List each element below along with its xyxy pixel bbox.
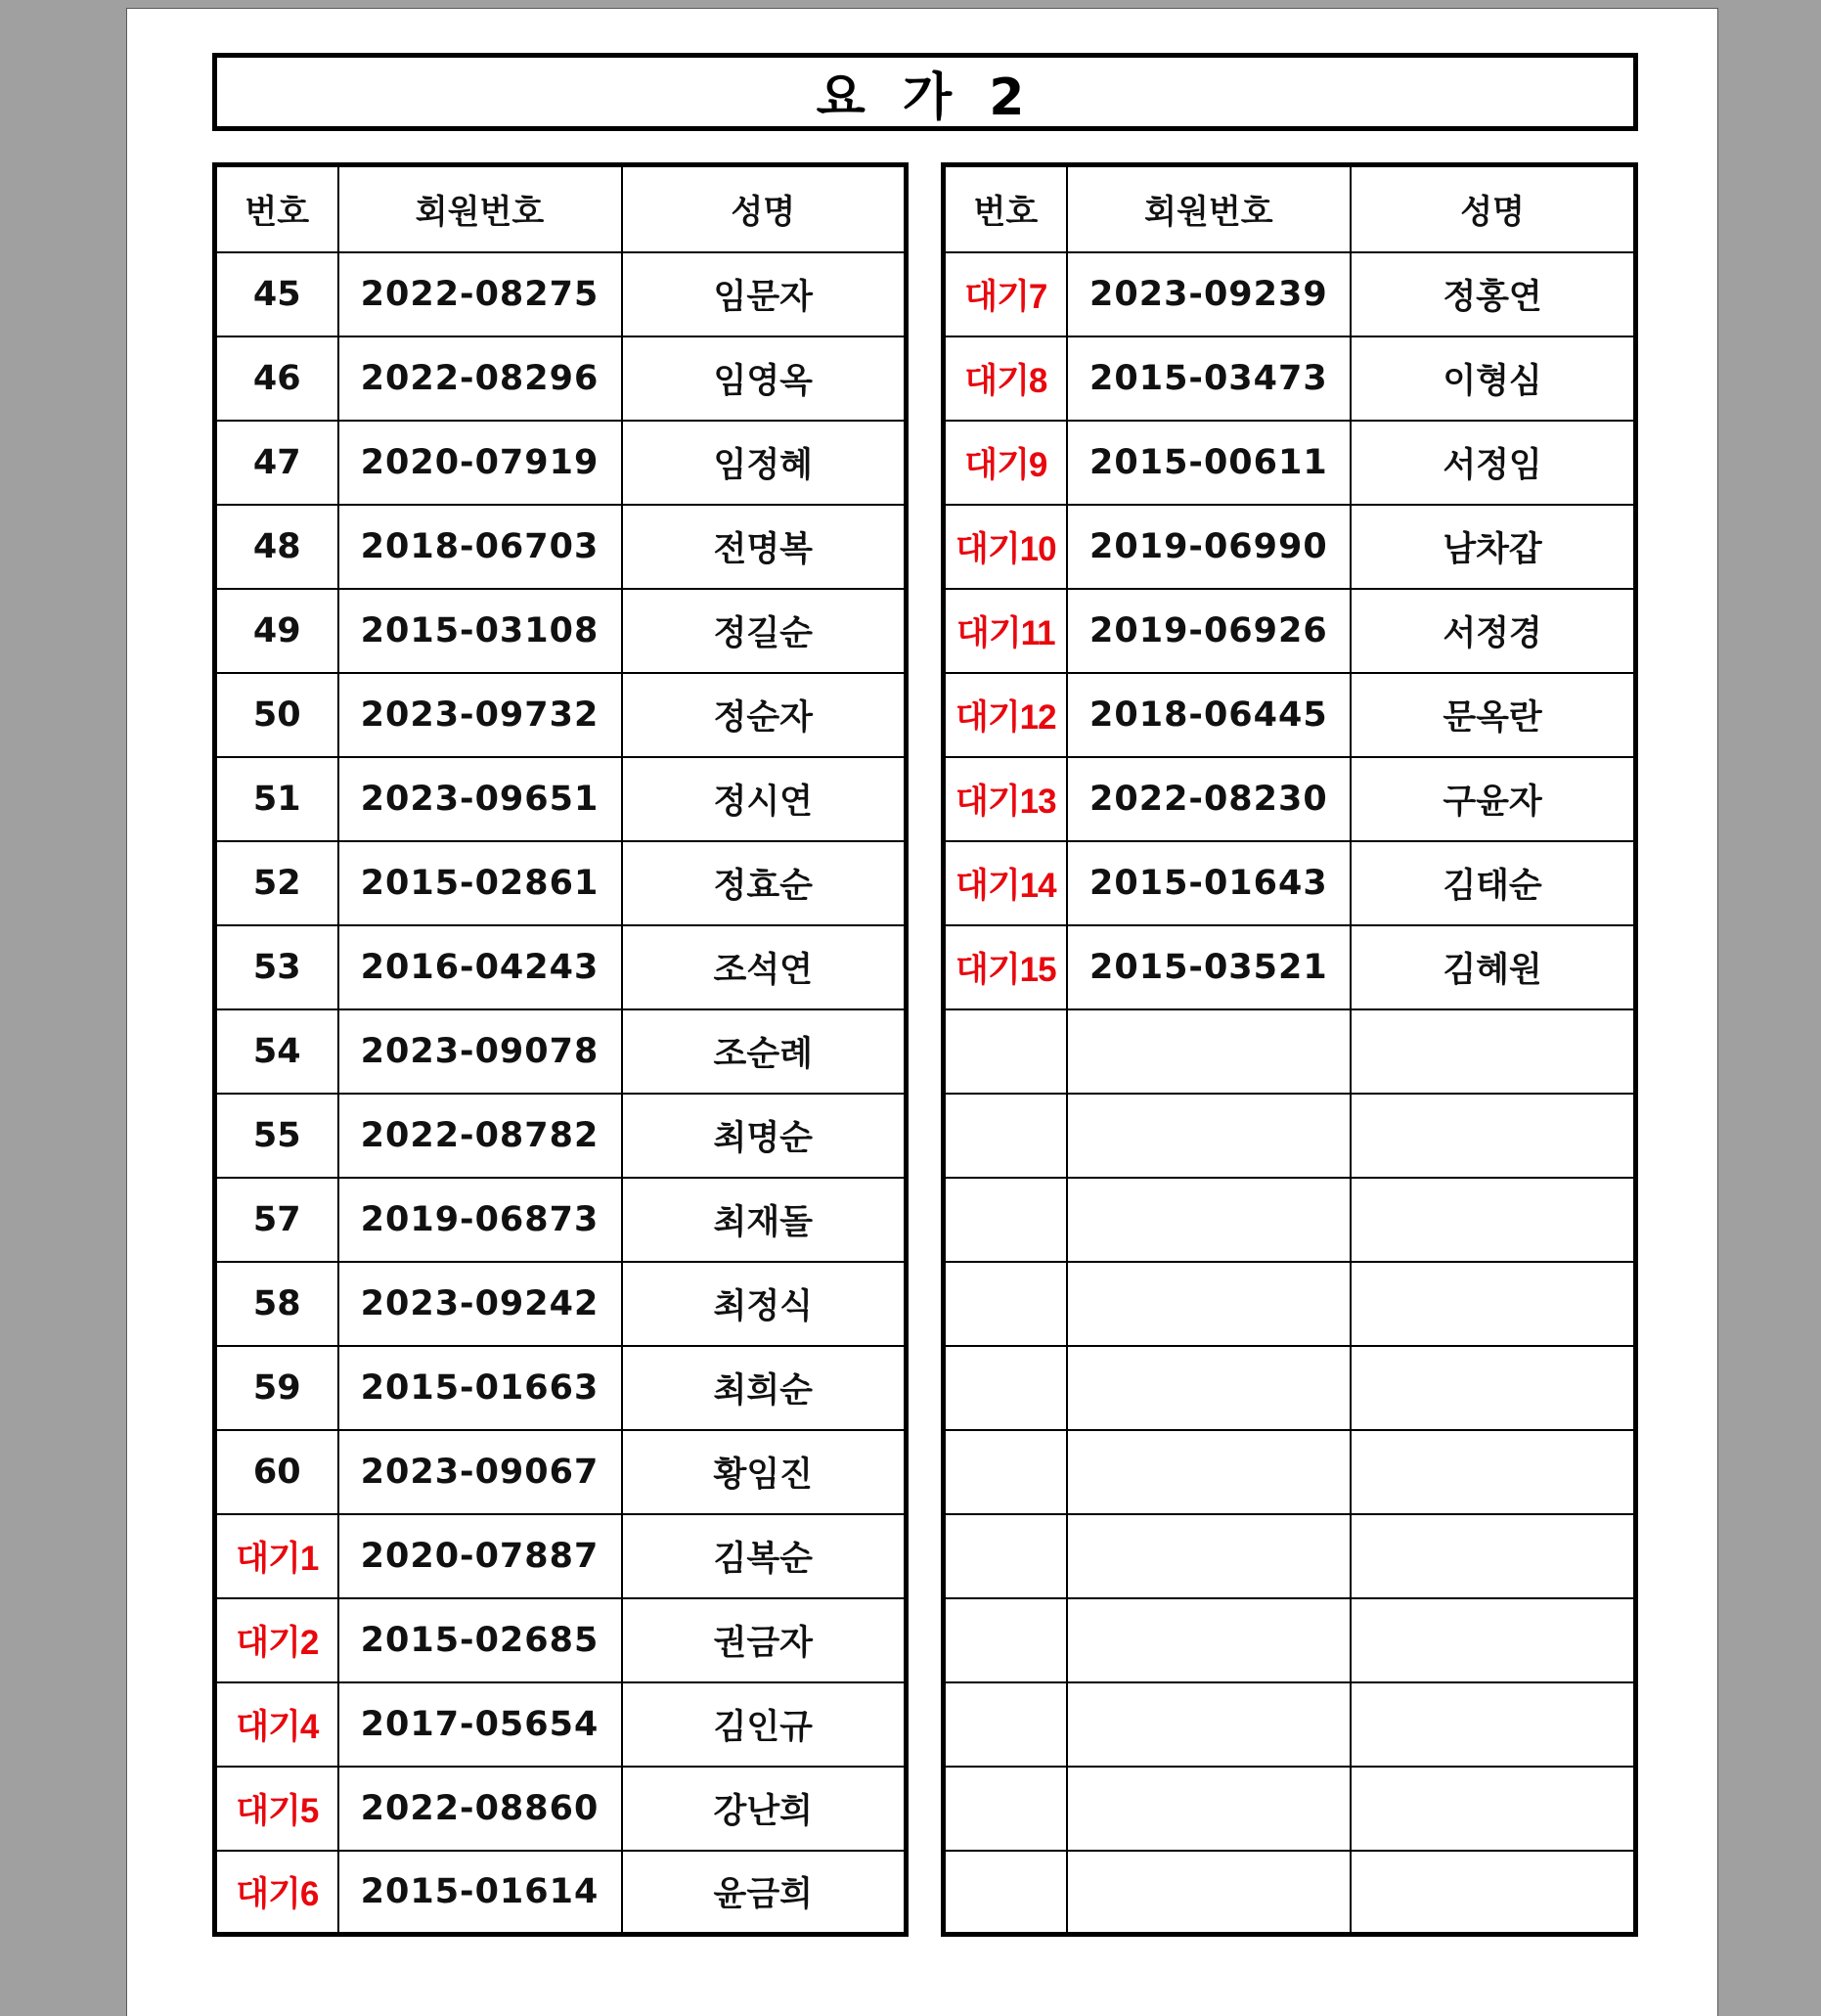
cell-number: 대기4 (215, 1682, 338, 1767)
cell-name: 남차갑 (1351, 505, 1635, 589)
cell-number: 49 (215, 589, 338, 673)
table-row (944, 336, 1636, 421)
table-row (944, 841, 1636, 925)
cell-name: 문옥란 (1351, 673, 1635, 757)
table-row (215, 925, 907, 1009)
roster-table-right (941, 162, 1638, 1937)
document-page (126, 8, 1718, 2016)
cell-number (944, 1094, 1067, 1178)
cell-number (944, 1178, 1067, 1262)
table-row (944, 505, 1636, 589)
page-title: 요 가 2 (816, 67, 1035, 127)
cell-member-id (1067, 1430, 1351, 1514)
cell-number: 대기14 (944, 841, 1067, 925)
cell-member-id: 2015-01614 (338, 1851, 622, 1935)
table-row (215, 1262, 907, 1346)
roster-body-left (215, 252, 907, 1935)
cell-number (944, 1009, 1067, 1094)
table-row (944, 1262, 1636, 1346)
cell-name: 김인규 (622, 1682, 907, 1767)
cell-number: 대기5 (215, 1767, 338, 1851)
table-row (944, 252, 1636, 336)
cell-member-id: 2022-08296 (338, 336, 622, 421)
cell-member-id: 2019-06926 (1067, 589, 1351, 673)
cell-member-id (1067, 1682, 1351, 1767)
cell-number: 52 (215, 841, 338, 925)
cell-name: 최재돌 (622, 1178, 907, 1262)
cell-member-id (1067, 1598, 1351, 1682)
cell-member-id: 2015-03108 (338, 589, 622, 673)
cell-member-id: 2023-09078 (338, 1009, 622, 1094)
cell-member-id: 2023-09651 (338, 757, 622, 841)
table-row (215, 1851, 907, 1935)
roster-table-left (212, 162, 909, 1937)
cell-number: 48 (215, 505, 338, 589)
table-row (215, 673, 907, 757)
cell-name (1351, 1262, 1635, 1346)
cell-number: 47 (215, 421, 338, 505)
cell-number: 51 (215, 757, 338, 841)
table-row (944, 1430, 1636, 1514)
cell-number: 대기6 (215, 1851, 338, 1935)
roster-body-right (944, 252, 1636, 1935)
cell-member-id: 2019-06873 (338, 1178, 622, 1262)
cell-name: 임정혜 (622, 421, 907, 505)
cell-number: 대기15 (944, 925, 1067, 1009)
table-row (215, 336, 907, 421)
cell-member-id (1067, 1851, 1351, 1935)
header-member-id: 회원번호 (1067, 165, 1351, 252)
cell-number (944, 1767, 1067, 1851)
cell-name: 정시연 (622, 757, 907, 841)
cell-number: 대기13 (944, 757, 1067, 841)
cell-name: 윤금희 (622, 1851, 907, 1935)
cell-number: 55 (215, 1094, 338, 1178)
cell-name: 이형심 (1351, 336, 1635, 421)
cell-name: 서정임 (1351, 421, 1635, 505)
cell-member-id: 2019-06990 (1067, 505, 1351, 589)
cell-number: 대기7 (944, 252, 1067, 336)
cell-name: 조석연 (622, 925, 907, 1009)
cell-name (1351, 1178, 1635, 1262)
cell-member-id: 2020-07887 (338, 1514, 622, 1598)
cell-name (1351, 1430, 1635, 1514)
cell-member-id: 2015-03473 (1067, 336, 1351, 421)
header-row (944, 165, 1636, 252)
header-name: 성명 (1351, 165, 1635, 252)
table-row (944, 1009, 1636, 1094)
cell-name: 임문자 (622, 252, 907, 336)
table-row (215, 1598, 907, 1682)
cell-member-id (1067, 1514, 1351, 1598)
cell-member-id: 2018-06703 (338, 505, 622, 589)
cell-member-id: 2022-08230 (1067, 757, 1351, 841)
cell-number: 대기12 (944, 673, 1067, 757)
cell-name (1351, 1346, 1635, 1430)
cell-number: 대기1 (215, 1514, 338, 1598)
cell-number (944, 1598, 1067, 1682)
cell-name: 정홍연 (1351, 252, 1635, 336)
cell-member-id (1067, 1262, 1351, 1346)
cell-member-id (1067, 1094, 1351, 1178)
table-row (215, 1346, 907, 1430)
cell-member-id: 2022-08860 (338, 1767, 622, 1851)
cell-number: 대기2 (215, 1598, 338, 1682)
table-row (215, 1094, 907, 1178)
cell-number: 50 (215, 673, 338, 757)
cell-member-id: 2023-09732 (338, 673, 622, 757)
cell-name (1351, 1094, 1635, 1178)
table-row (944, 673, 1636, 757)
table-row (944, 589, 1636, 673)
cell-name: 김혜원 (1351, 925, 1635, 1009)
cell-number (944, 1430, 1067, 1514)
cell-number: 58 (215, 1262, 338, 1346)
cell-member-id: 2022-08275 (338, 252, 622, 336)
cell-number (944, 1346, 1067, 1430)
cell-number: 59 (215, 1346, 338, 1430)
cell-number: 57 (215, 1178, 338, 1262)
cell-number: 53 (215, 925, 338, 1009)
cell-name: 정효순 (622, 841, 907, 925)
table-row (944, 757, 1636, 841)
cell-number: 대기8 (944, 336, 1067, 421)
cell-number: 45 (215, 252, 338, 336)
cell-number (944, 1262, 1067, 1346)
table-row (944, 1514, 1636, 1598)
table-row (215, 841, 907, 925)
table-row (215, 757, 907, 841)
table-row (215, 252, 907, 336)
header-name: 성명 (622, 165, 907, 252)
cell-name: 김복순 (622, 1514, 907, 1598)
cell-name: 최정식 (622, 1262, 907, 1346)
cell-member-id: 2020-07919 (338, 421, 622, 505)
cell-name: 임영옥 (622, 336, 907, 421)
cell-name (1351, 1598, 1635, 1682)
table-row (215, 1767, 907, 1851)
cell-number (944, 1682, 1067, 1767)
table-row (215, 1430, 907, 1514)
table-row (215, 1009, 907, 1094)
table-row (215, 1682, 907, 1767)
cell-member-id: 2015-01663 (338, 1346, 622, 1430)
header-row (215, 165, 907, 252)
cell-name: 강난희 (622, 1767, 907, 1851)
cell-name (1351, 1514, 1635, 1598)
table-row (215, 1514, 907, 1598)
cell-member-id: 2015-01643 (1067, 841, 1351, 925)
cell-name (1351, 1767, 1635, 1851)
cell-name (1351, 1009, 1635, 1094)
table-row (944, 1851, 1636, 1935)
table-row (215, 421, 907, 505)
cell-number: 60 (215, 1430, 338, 1514)
cell-number: 대기10 (944, 505, 1067, 589)
cell-number: 대기11 (944, 589, 1067, 673)
cell-name: 정길순 (622, 589, 907, 673)
cell-name: 구윤자 (1351, 757, 1635, 841)
cell-member-id: 2015-00611 (1067, 421, 1351, 505)
cell-name (1351, 1851, 1635, 1935)
table-row (215, 589, 907, 673)
header-member-id: 회원번호 (338, 165, 622, 252)
cell-name: 조순례 (622, 1009, 907, 1094)
cell-member-id: 2015-02685 (338, 1598, 622, 1682)
title-box (212, 53, 1638, 131)
cell-member-id: 2015-02861 (338, 841, 622, 925)
cell-name: 김태순 (1351, 841, 1635, 925)
cell-number (944, 1514, 1067, 1598)
table-row (944, 1598, 1636, 1682)
table-row (944, 1346, 1636, 1430)
cell-number: 대기9 (944, 421, 1067, 505)
cell-number: 46 (215, 336, 338, 421)
cell-member-id (1067, 1767, 1351, 1851)
cell-member-id: 2017-05654 (338, 1682, 622, 1767)
cell-name: 최희순 (622, 1346, 907, 1430)
table-row (944, 1767, 1636, 1851)
cell-member-id: 2022-08782 (338, 1094, 622, 1178)
cell-member-id: 2018-06445 (1067, 673, 1351, 757)
table-row (944, 1682, 1636, 1767)
cell-name: 황임진 (622, 1430, 907, 1514)
cell-number (944, 1851, 1067, 1935)
cell-name: 전명복 (622, 505, 907, 589)
cell-name (1351, 1682, 1635, 1767)
table-row (944, 1094, 1636, 1178)
cell-number: 54 (215, 1009, 338, 1094)
cell-member-id (1067, 1178, 1351, 1262)
cell-name: 서정경 (1351, 589, 1635, 673)
table-row (215, 1178, 907, 1262)
cell-member-id (1067, 1346, 1351, 1430)
table-row (215, 505, 907, 589)
table-row (944, 925, 1636, 1009)
cell-member-id: 2023-09242 (338, 1262, 622, 1346)
header-number: 번호 (944, 165, 1067, 252)
cell-member-id: 2023-09067 (338, 1430, 622, 1514)
cell-member-id: 2015-03521 (1067, 925, 1351, 1009)
cell-member-id: 2023-09239 (1067, 252, 1351, 336)
header-number: 번호 (215, 165, 338, 252)
table-row (944, 1178, 1636, 1262)
cell-name: 권금자 (622, 1598, 907, 1682)
cell-member-id: 2016-04243 (338, 925, 622, 1009)
cell-member-id (1067, 1009, 1351, 1094)
cell-name: 최명순 (622, 1094, 907, 1178)
cell-name: 정순자 (622, 673, 907, 757)
table-row (944, 421, 1636, 505)
